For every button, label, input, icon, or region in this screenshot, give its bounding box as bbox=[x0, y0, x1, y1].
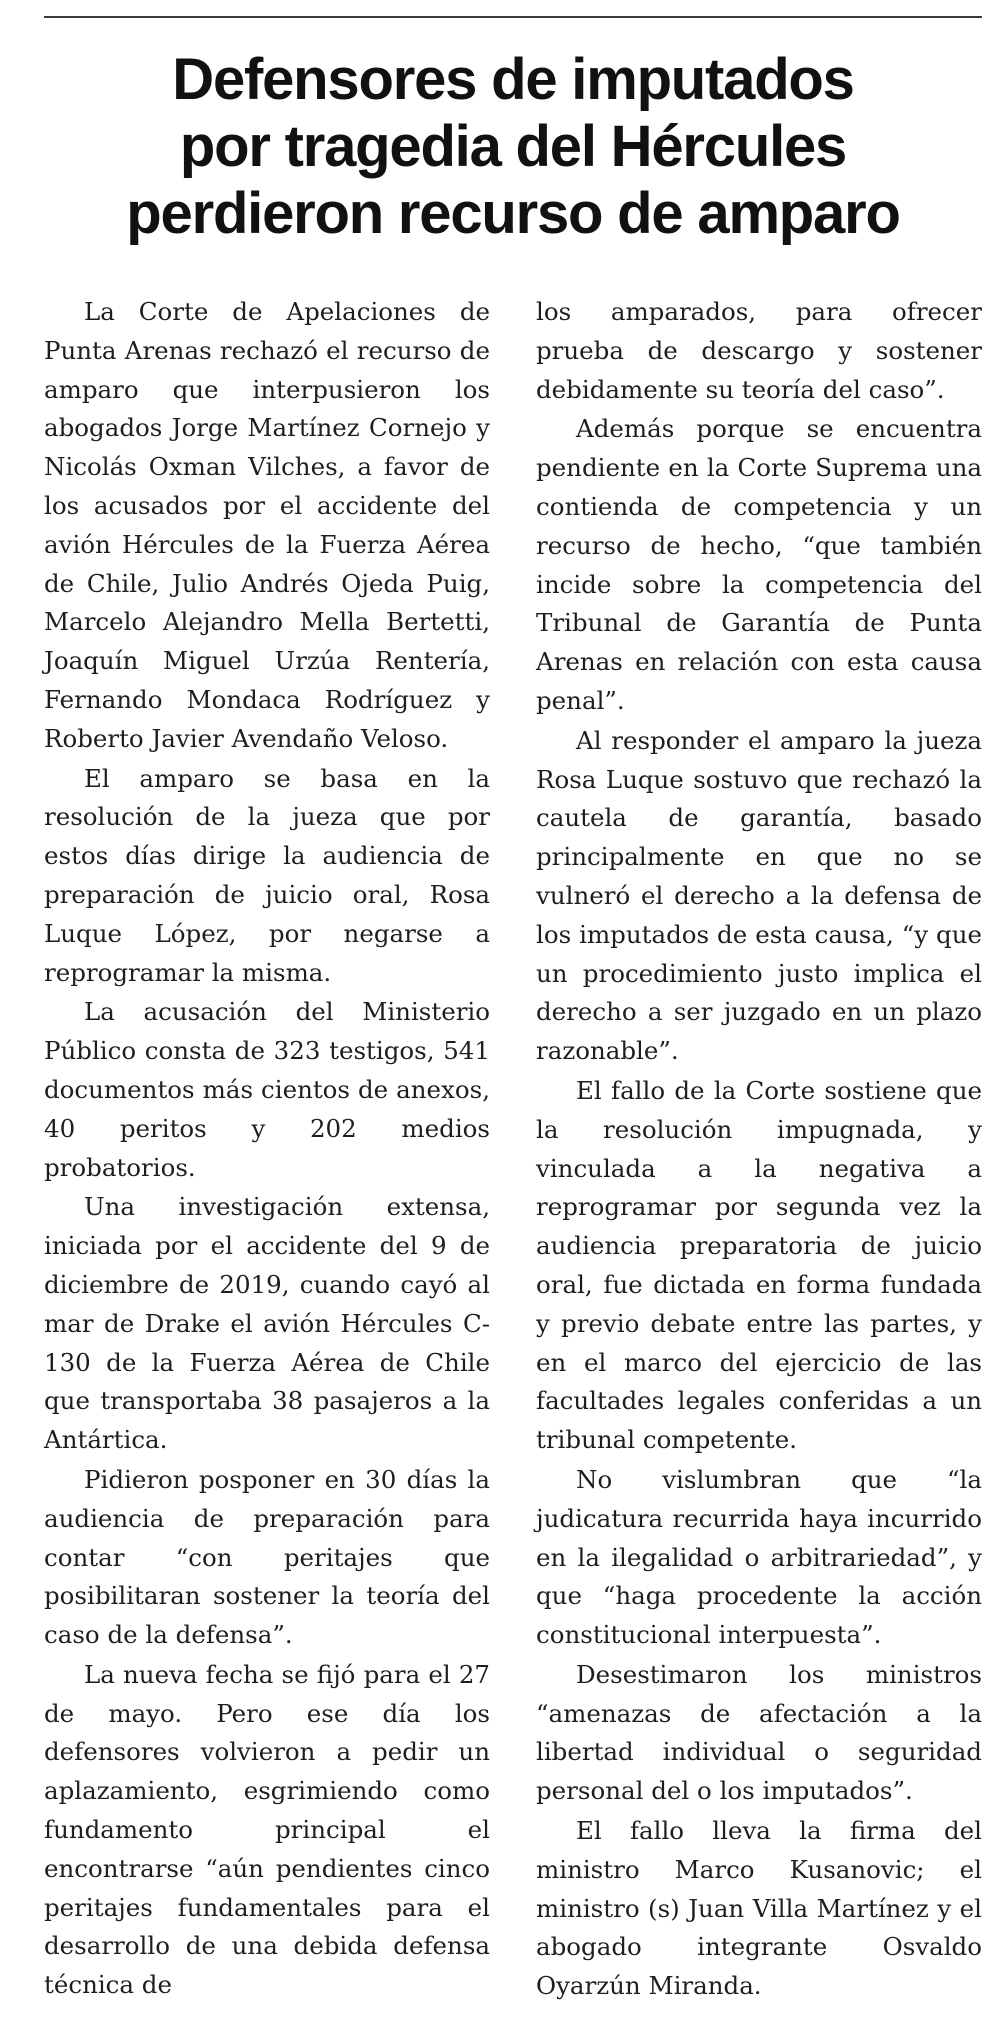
headline-line: perdieron recurso de amparo bbox=[126, 181, 900, 246]
paragraph: La acusación del Ministerio Público consta de 323 testigos, 541 documentos más cientos de anexos, 40 peritos y 202 medios probatorios. bbox=[44, 997, 490, 1182]
paragraph: La nueva fecha se fijó para el 27 de mayo. Pero ese día los defensores volvieron a pedir un aplazamiento, esgrimiendo como fundamento principal el encontrarse “aún pendientes cinco peritajes fundamentales para el desarrollo de una debida defensa técnica de bbox=[44, 1659, 490, 2000]
paragraph: El amparo se basa en la resolución de la jueza que por estos días dirige la audiencia de preparación de juicio oral, Rosa Luque López, por negarse a reprogramar la misma. bbox=[44, 763, 490, 987]
paragraph: Al responder el amparo la jueza Rosa Luque sostuvo que rechazó la cautela de garantía, basado principalmente en que no se vulneró el derecho a la defensa de los imputados de esta causa, “y que un procedimiento justo implica el derecho a ser juzgado en un plazo razonable”. bbox=[536, 725, 982, 1066]
headline bbox=[44, 46, 982, 247]
paragraph: Desestimaron los ministros “amenazas de afectación a la libertad individual o seguridad personal del o los imputados”. bbox=[536, 1659, 982, 1806]
top-rule bbox=[44, 16, 982, 18]
paragraph: Pidieron posponer en 30 días la audiencia de preparación para contar “con peritajes que posibilitaran sostener la teoría del caso de la defensa”. bbox=[44, 1464, 490, 1650]
left-column bbox=[44, 293, 490, 2006]
paragraph: El fallo lleva la firma del ministro Marco Kusanovic; el ministro (s) Juan Villa Martínez y el abogado integrante Osvaldo Oyarzún Miranda. bbox=[536, 1816, 982, 2001]
right-column bbox=[536, 293, 982, 2007]
paragraph-continuation: los amparados, para ofrecer prueba de descargo y sostener debidamente su teoría del caso”. bbox=[536, 297, 982, 404]
headline-line: Defensores de imputados bbox=[172, 47, 854, 112]
paragraph: No vislumbran que “la judicatura recurrida haya incurrido en la ilegalidad o arbitrariedad”, y que “haga procedente la acción constitucional interpuesta”. bbox=[536, 1464, 982, 1650]
paragraph: El fallo de la Corte sostiene que la resolución impugnada, y vinculada a la negativa a reprogramar por segunda vez la audiencia preparatoria de juicio oral, fue dictada en forma fundada y previo debate entre las partes, y en el marco del ejercicio de las facultades legales conferidas a un tribunal competente. bbox=[536, 1075, 982, 1455]
paragraph: Además porque se encuentra pendiente en la Corte Suprema una contienda de competencia y un recurso de hecho, “que también incide sobre la competencia del Tribunal de Garantía de Punta Arenas en relación con esta causa penal”. bbox=[536, 414, 982, 715]
paragraph: Una investigación extensa, iniciada por el accidente del 9 de diciembre de 2019, cuando cayó al mar de Drake el avión Hércules C-130 de la Fuerza Aérea de Chile que transportaba 38 pasajeros a la Antártica. bbox=[44, 1192, 490, 1455]
headline-line: por tragedia del Hércules bbox=[179, 114, 847, 179]
paragraph: La Corte de Apelaciones de Punta Arenas rechazó el recurso de amparo que interpusieron los abogados Jorge Martínez Cornejo y Nicolás Oxman Vilches, a favor de los acusados por el accidente del avión Hércules de la Fuerza Aérea de Chile, Julio Andrés Ojeda Puig, Marcelo Alejandro Mella Bertetti, Joaquín Miguel Urzúa Rentería, Fernando Mondaca Rodríguez y Roberto Javier Avendaño Veloso. bbox=[44, 297, 490, 753]
